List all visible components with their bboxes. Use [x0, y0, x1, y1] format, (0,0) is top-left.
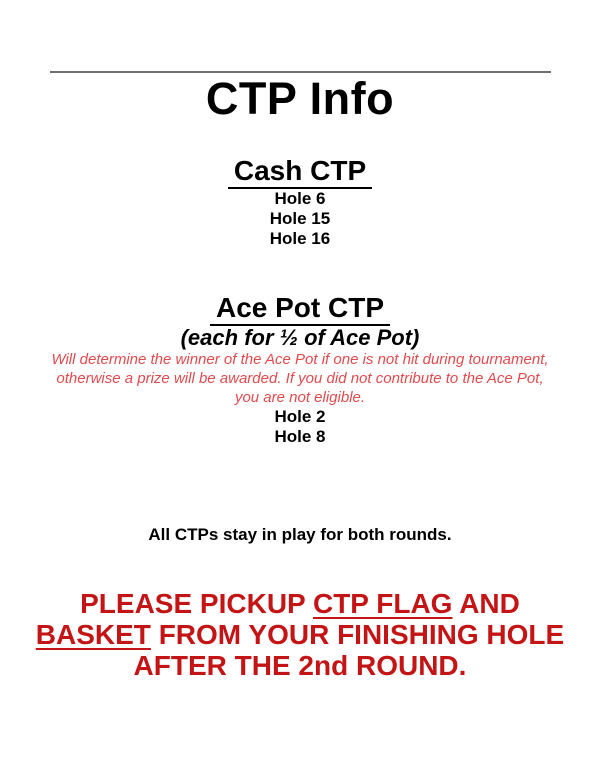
- warning-underlined-text: CTP FLAG: [312, 588, 453, 619]
- page-title: CTP Info: [205, 73, 395, 124]
- ace-hole-item: Hole 8: [274, 427, 326, 446]
- ace-hole-item: Hole 2: [274, 407, 326, 426]
- cash-ctp-heading-text: Cash CTP: [228, 156, 372, 189]
- ace-pot-eligibility-note: [0, 350, 600, 407]
- ace-pot-subheading: (each for ½ of Ace Pot): [180, 325, 420, 350]
- warning-line: [0, 650, 600, 681]
- warning-underlined-text: BASKET: [35, 619, 151, 650]
- cash-ctp-section: [0, 156, 600, 249]
- ace-pot-heading-text: Ace Pot CTP: [210, 293, 390, 326]
- note-line: Will determine the winner of the Ace Pot if one is not hit during tournament,: [51, 351, 549, 368]
- warning-text: AND: [452, 588, 520, 619]
- pickup-warning: [0, 588, 600, 681]
- warning-text: FROM YOUR FINISHING HOLE: [150, 619, 565, 650]
- ace-pot-ctp-section: [0, 293, 600, 447]
- warning-text: PLEASE PICKUP: [80, 588, 313, 619]
- cash-ctp-heading: [0, 156, 600, 189]
- cash-hole-item: Hole 16: [269, 229, 331, 248]
- warning-text: AFTER THE 2nd ROUND.: [133, 650, 467, 681]
- cash-hole-item: Hole 15: [269, 209, 331, 228]
- rounds-note: All CTPs stay in play for both rounds.: [148, 525, 452, 544]
- cash-hole-item: Hole 6: [274, 189, 326, 208]
- warning-line: [0, 619, 600, 650]
- ace-pot-heading: [0, 293, 600, 326]
- note-line: you are not eligible.: [234, 389, 366, 406]
- warning-line: [0, 588, 600, 619]
- note-line: otherwise a prize will be awarded. If you did not contribute to the Ace Pot,: [56, 370, 544, 387]
